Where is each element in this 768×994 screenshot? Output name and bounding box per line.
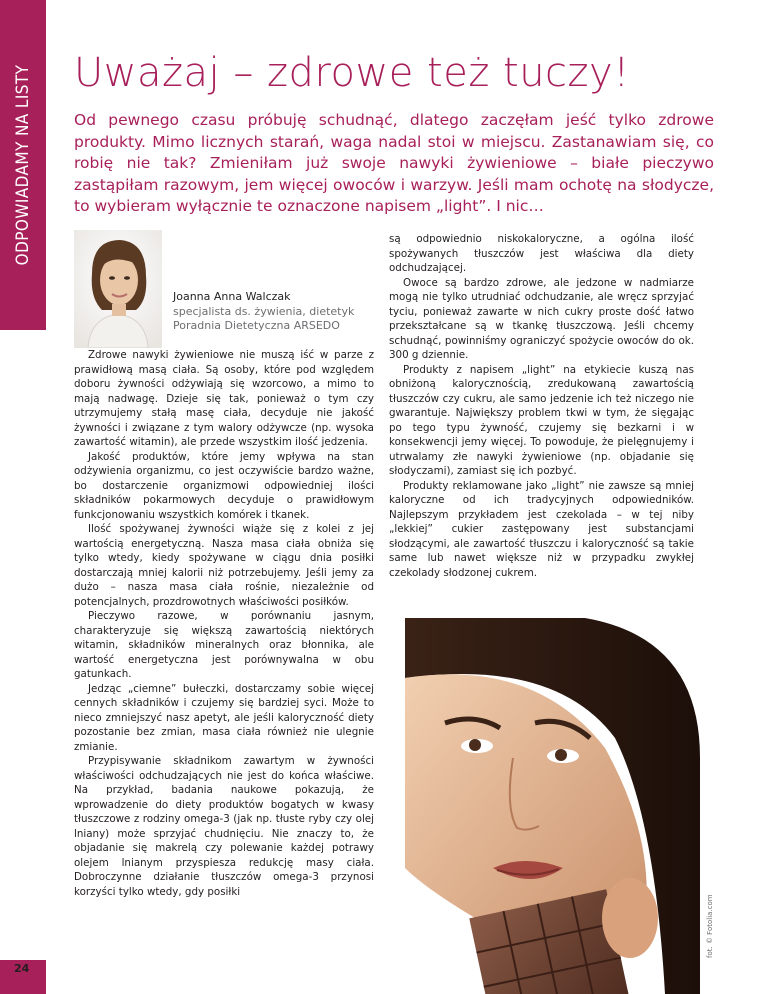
woman-with-chocolate-photo bbox=[405, 618, 700, 994]
author-name: Joanna Anna Walczak bbox=[173, 290, 291, 303]
right-column bbox=[389, 232, 694, 580]
paragraph: Owoce są bardzo zdrowe, ale jedzone w nadmiarze mogą nie tylko utrudniać odchudzanie, ale wręcz sprzyjać tyciu, ponieważ zawarte w nich cukry proste dość łatwo przekształcane są w tkankę tłuszczową. Jeśli chcemy schudnąć, powinniśmy ograniczyć spożycie owoców do ok. 300 g dziennie. bbox=[389, 276, 694, 361]
author-info bbox=[173, 290, 354, 334]
paragraph: Jedząc „ciemne” bułeczki, dostarczamy sobie więcej cennych składników i czujemy się bardziej syci. Może to nieco zmniejszyć nasz apetyt, ale jeśli kaloryczność diety pozostanie bez zmian, masa ciała również nie ulegnie zmianie. bbox=[74, 682, 374, 753]
author-organization: Poradnia Dietetyczna ARSEDO bbox=[173, 319, 340, 332]
paragraph: Produkty reklamowane jako „light” nie zawsze są mniej kaloryczne od ich tradycyjnych odpowiedników. Najlepszym przykładem jest czekolada – w tej niby „lekkiej” cukier zastępowany jest substancjami słodzącymi, ale zawartość tłuszczu i kaloryczność są takie same lub nawet większe niż w przypadku zwykłej czekolady słodzonej cukrem. bbox=[389, 479, 694, 579]
page-number: 24 bbox=[14, 962, 30, 975]
article-title: Uważaj – zdrowe też tuczy! bbox=[74, 50, 630, 96]
paragraph: są odpowiednio niskokaloryczne, a ogólna ilość spożywanych tłuszczów jest właściwa dla diety odchudzającej. bbox=[389, 233, 694, 274]
author-photo bbox=[74, 230, 162, 348]
paragraph: Zdrowe nawyki żywieniowe nie muszą iść w parze z prawidłową masą ciała. Są osoby, które pod względem doboru żywności odżywiają się wzorcowo, a mimo to mają nadwagę. Dzieje się tak, ponieważ o tym czy utrzymujemy stałą masę ciała, decyduje nie jakość żywności i związane z tym walory odżywcze (np. wysoka zawartość witamin), ale przede wszystkim ilość jedzenia. bbox=[74, 349, 374, 448]
paragraph: Jakość produktów, które jemy wpływa na stan odżywienia organizmu, co jest oczywiście bardzo ważne, bo dostarczenie organizmowi odpowiedniej ilości składników pokarmowych decyduje o prawidłowym funkcjonowaniu wszystkich komórek i tkanek. bbox=[74, 450, 374, 521]
paragraph: Przypisywanie składnikom zawartym w żywności właściwości odchudzających nie jest do końca właściwe. Na przykład, badania naukowe pokazują, że wprowadzenie do diety produktów bogatych w kwasy tłuszczowe z rodziny omega-3 (jak np. tłuste ryby czy olej lniany) może sprzyjać chudnięciu. Nie znaczy to, że objadanie się makrelą czy polewanie każdej potrawy olejem lnianym przyspiesza redukcję masy ciała. Dobroczynne działanie tłuszczów omega-3 przynosi korzyści tylko wtedy, gdy posiłki bbox=[74, 755, 374, 898]
paragraph: Pieczywo razowe, w porównaniu jasnym, charakteryzuje się większą zawartością niektórych witamin, składników mineralnych oraz błonnika, ale wartość energetyczna jest porównywalna w obu gatunkach. bbox=[74, 610, 374, 680]
photo-credit: fot. © Fotolia.com bbox=[706, 894, 714, 958]
section-sidebar bbox=[0, 0, 46, 330]
paragraph: Ilość spożywanej żywności wiąże się z kolei z jej wartością energetyczną. Nasza masa ciała obniża się tylko wtedy, kiedy spożywane w ciągu dnia posiłki dostarczają mniej kalorii niż potrzebujemy. Jeśli jemy za dużo – nasza masa ciała rośnie, niezależnie od potencjalnych, prozdrowotnych właściwości posiłków. bbox=[74, 523, 374, 608]
article-lead: Od pewnego czasu próbuję schudnąć, dlatego zaczęłam jeść tylko zdrowe produkty. Mimo licznych starań, waga nadal stoi w miejscu. Zastanawiam się, co robię nie tak? Zmieniłam już swoje nawyki żywieniowe – białe pieczywo zastąpiłam razowym, jem więcej owoców i warzyw. Jeśli mam ochotę na słodycze, to wybieram wyłącznie te oznaczone napisem „light”. I nic… bbox=[74, 111, 714, 215]
paragraph: Produkty z napisem „light” na etykiecie kuszą nas obniżoną kalorycznością, zredukowaną zawartością tłuszczów czy cukru, ale samo jedzenie ich też niczego nie gwarantuje. Największy problem tkwi w tym, że sięgając po tego typu żywność, czujemy się bezkarni i w konsekwencji jemy więcej. To powoduje, że pielęgnujemy i utrwalamy złe nawyki żywieniowe (np. objadanie się słodyczami), zamiast się ich pozbyć. bbox=[389, 363, 694, 477]
section-label: ODPOWIADAMY NA LISTY bbox=[13, 64, 33, 266]
author-role: specjalista ds. żywienia, dietetyk bbox=[173, 304, 355, 318]
left-column bbox=[74, 348, 374, 899]
